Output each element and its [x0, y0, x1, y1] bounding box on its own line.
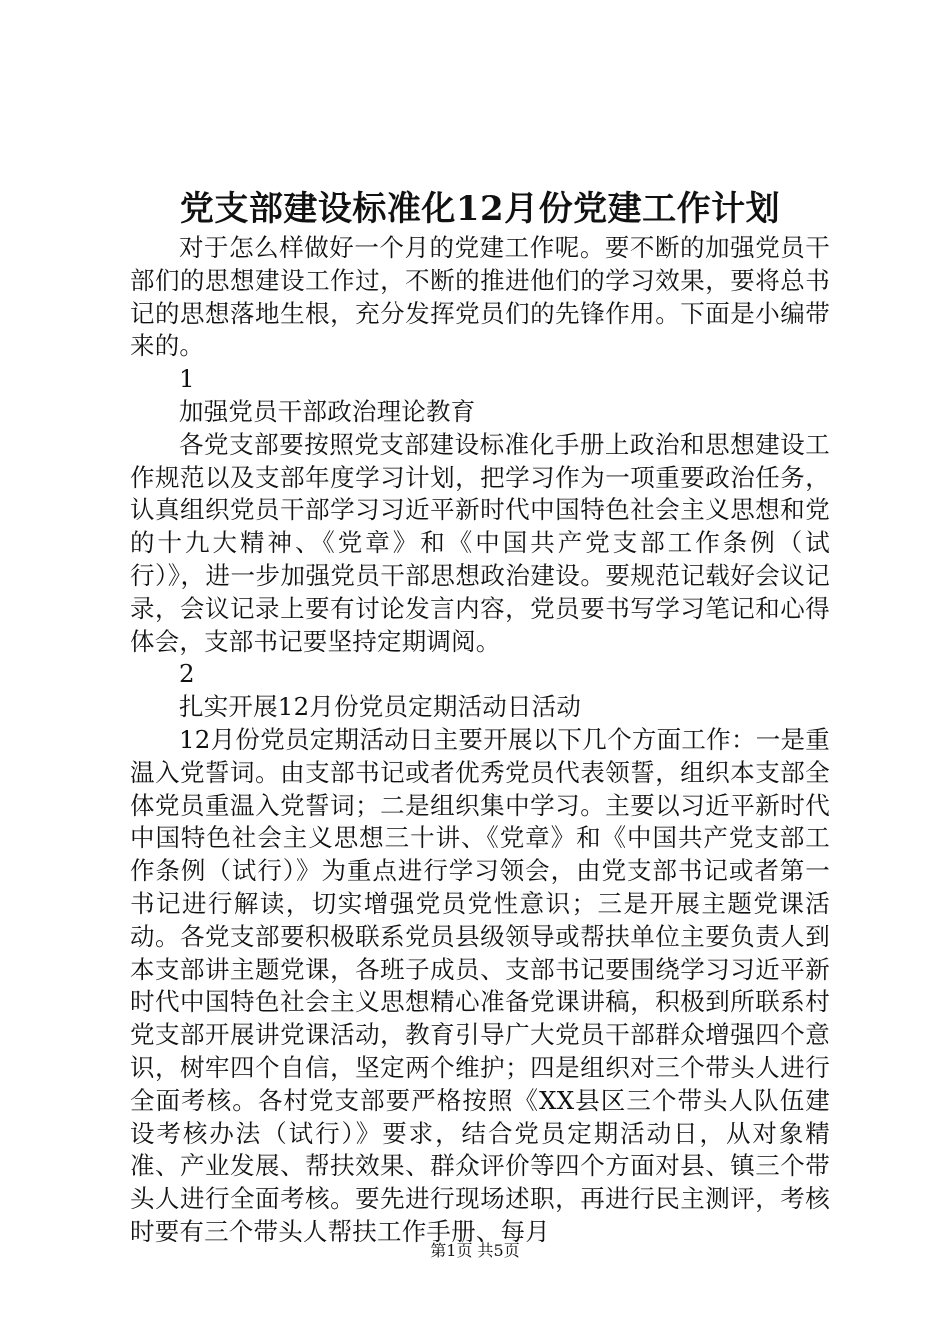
document-body [130, 232, 830, 1249]
page-footer: 第1页 共5页 [430, 1241, 520, 1260]
intro-paragraph: 对于怎么样做好一个月的党建工作呢。要不断的加强党员干部们的思想建设工作过，不断的推进他们的学习效果，要将总书记的思想落地生根，充分发挥党员们的先锋作用。下面是小编带来的。 [130, 233, 830, 361]
section-1-paragraph: 各党支部要按照党支部建设标准化手册上政治和思想建设工作规范以及支部年度学习计划，把学习作为一项重要政治任务，认真组织党员干部学习习近平新时代中国特色社会主义思想和党的十九大精神、《党章》和《中国共产党支部工作条例（试行）》，进一步加强党员干部思想政治建设。要规范记载好会议记录，会议记录上要有讨论发言内容，党员要书写学习笔记和心得体会，支部书记要坚持定期调阅。 [130, 429, 830, 656]
section-number-2: 2 [179, 659, 195, 689]
section-heading-2: 扎实开展12月份党员定期活动日活动 [179, 692, 582, 722]
section-2-paragraph: 12月份党员定期活动日主要开展以下几个方面工作：一是重温入党誓词。由支部书记或者优秀党员代表领誓，组织本支部全体党员重温入党誓词；二是组织集中学习。主要以习近平新时代中国特色社会主义思想三十讲、《党章》和《中国共产党支部工作条例（试行）》为重点进行学习领会，由党支部书记或者第一书记进行解读，切实增强党员党性意识；三是开展主题党课活动。各党支部要积极联系党员县级领导或帮扶单位主要负责人到本支部讲主题党课，各班子成员、支部书记要围绕学习习近平新时代中国特色社会主义思想精心准备党课讲稿，积极到所联系村党支部开展讲党课活动，教育引导广大党员干部群众增强四个意识，树牢四个自信，坚定两个维护；四是组织对三个带头人进行全面考核。各村党支部要严格按照《XX县区三个带头人队伍建设考核办法（试行）》要求，结合党员定期活动日，从对象精准、产业发展、帮扶效果、群众评价等四个方面对县、镇三个带头人进行全面考核。要先进行现场述职，再进行民主测评，考核时要有三个带头人帮扶工作手册、每月 [130, 724, 830, 1246]
section-number-1: 1 [179, 364, 195, 394]
section-heading-1: 加强党员干部政治理论教育 [179, 396, 476, 426]
document-title: 党支部建设标准化12月份党建工作计划 [179, 189, 781, 229]
